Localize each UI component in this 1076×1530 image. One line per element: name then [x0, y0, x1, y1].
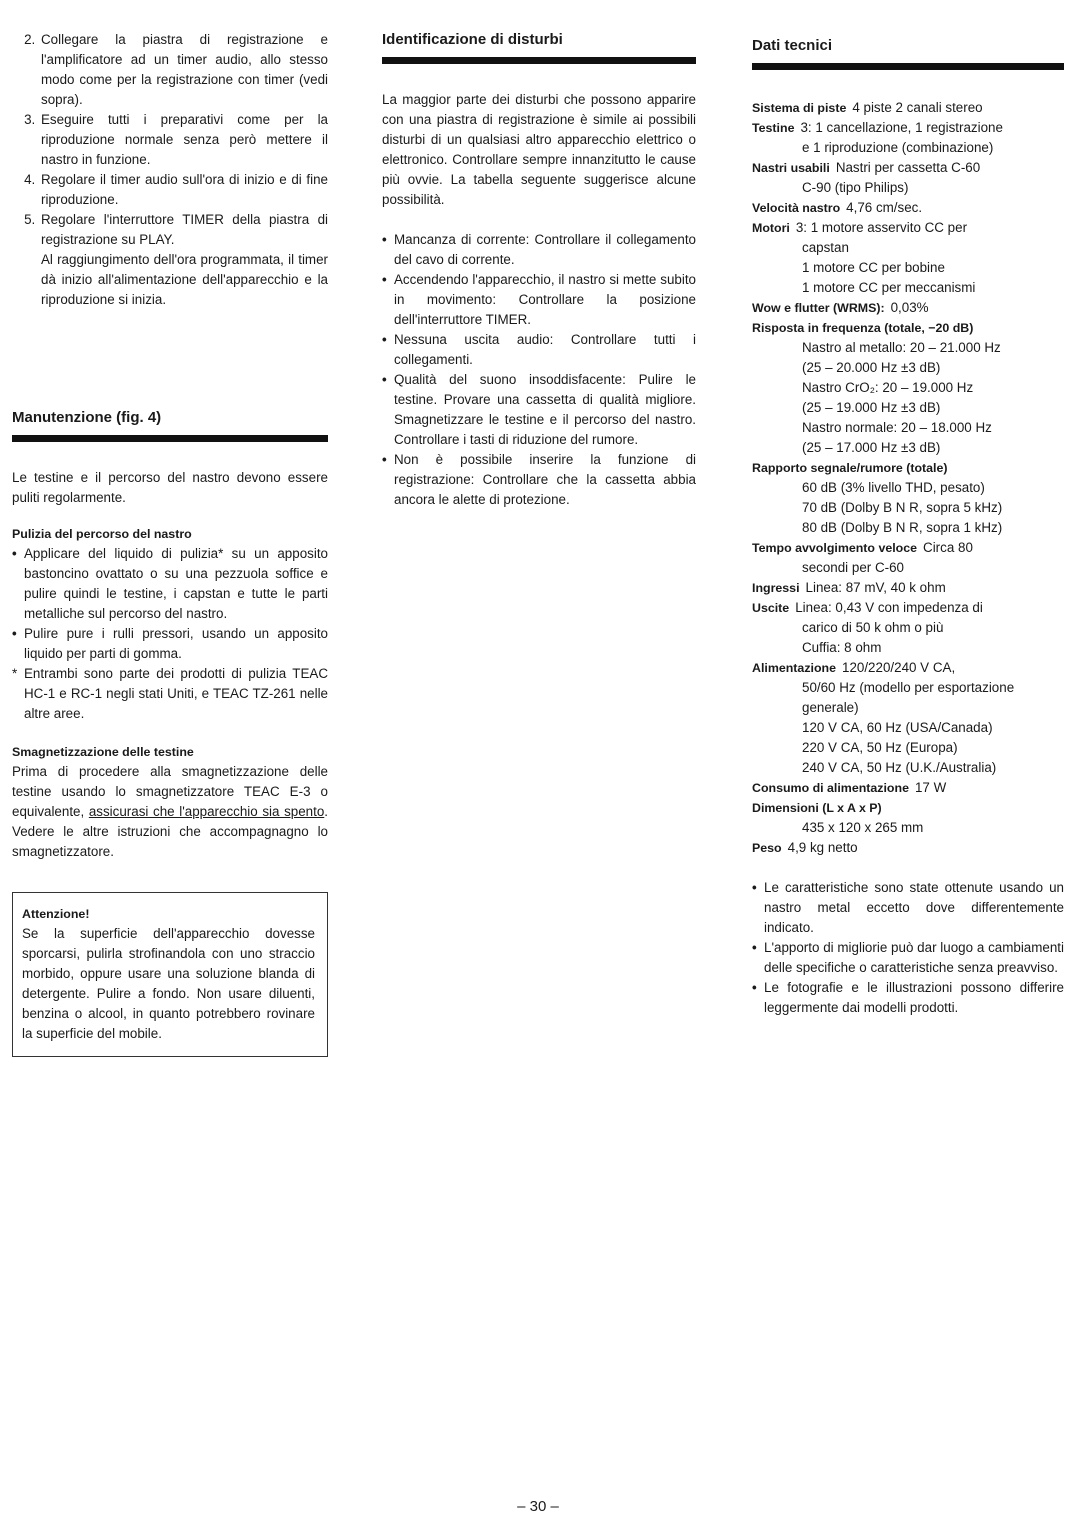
- timer-playback-steps: [12, 30, 328, 310]
- column-middle: [382, 30, 696, 510]
- spec-line: (25 – 19.000 Hz ±3 dB): [802, 400, 941, 415]
- cleaning-heading: Pulizia del percorso del nastro: [12, 527, 192, 541]
- spec-row: [752, 198, 1064, 218]
- spec-value: 120/220/240 V CA,: [842, 660, 956, 675]
- spec-line: 1 motore CC per meccanismi: [802, 280, 976, 295]
- spec-line: secondi per C-60: [802, 560, 904, 575]
- spec-key: Dimensioni (L x A x P): [752, 801, 882, 815]
- spec-key: Testine: [752, 121, 795, 135]
- spec-line: 60 dB (3% livello THD, pesato): [802, 480, 985, 495]
- step-5-extra: Al raggiungimento dell'ora programmata, il timer dà inizio all'alimentazione dell'apparecchio e la riproduzione si inizia.: [41, 252, 328, 307]
- specs-notes: [752, 878, 1064, 1018]
- cleaning-list: [12, 544, 328, 664]
- spec-line: Nastro CrO₂: 20 – 19.000 Hz: [802, 380, 974, 395]
- spec-line: 435 x 120 x 265 mm: [802, 820, 924, 835]
- spec-value: Linea: 0,43 V con impedenza di: [795, 600, 983, 615]
- spec-row: [752, 538, 1064, 558]
- spec-line: Cuffia: 8 ohm: [802, 640, 882, 655]
- list-item: • Le fotografie e le illustrazioni possono differire leggermente dai modelli prodotti.: [752, 980, 1064, 1015]
- spec-value: Circa 80: [923, 540, 973, 555]
- spec-line: Nastro normale: 20 – 18.000 Hz: [802, 420, 992, 435]
- section-rule: [12, 435, 328, 442]
- spec-key: Nastri usabili: [752, 161, 830, 175]
- spec-key: Sistema di piste: [752, 101, 847, 115]
- spec-row: [752, 778, 1064, 798]
- spec-key: Uscite: [752, 601, 790, 615]
- spec-key: Peso: [752, 841, 782, 855]
- spec-value: 4 piste 2 canali stereo: [852, 100, 983, 115]
- spec-line: capstan: [802, 240, 849, 255]
- spec-value: 3: 1 motore asservito CC per: [795, 220, 968, 235]
- spec-line: 220 V CA, 50 Hz (Europa): [802, 740, 958, 755]
- column-left: [12, 30, 328, 1057]
- list-item: • Le caratteristiche sono state ottenute usando un nastro metal eccetto dove differentemente indicato.: [752, 880, 1064, 935]
- spec-row: [752, 578, 1064, 598]
- step-4: 4. Regolare il timer audio sull'ora di inizio e di fine riproduzione.: [39, 170, 328, 210]
- list-item: • Nessuna uscita audio: Controllare tutti i collegamenti.: [382, 332, 696, 367]
- page-number: – 30 –: [517, 1498, 559, 1515]
- spec-row: [752, 298, 1064, 318]
- spec-row: [752, 658, 1064, 678]
- step-5: 5. Regolare l'interruttore TIMER della piastra di registrazione su PLAY. Al raggiungimento dell'ora programmata, il timer dà inizio all'alimentazione dell'apparecchio e la riproduzione si inizia.: [39, 210, 328, 310]
- spec-line: e 1 riproduzione (combinazione): [802, 140, 994, 155]
- warning-text: Se la superficie dell'apparecchio dovesse sporcarsi, pulirla strofinandola con uno straccio morbido, oppure usare una soluzione blanda di detergente. Pulire a fondo. Non usare diluenti, benzina o alcool, in quanto potrebbero rovinare la superficie del mobile.: [22, 926, 315, 1041]
- specs-title: Dati tecnici: [752, 37, 833, 54]
- step-2: 2. Collegare la piastra di registrazione e l'amplificatore ad un timer audio, allo stesso modo come per la registrazione con timer (vedi sopra).: [39, 30, 328, 110]
- list-item: • Mancanza di corrente: Controllare il collegamento del cavo di corrente.: [382, 232, 696, 267]
- spec-key: Risposta in frequenza (totale, −20 dB): [752, 321, 974, 335]
- spec-row: [752, 158, 1064, 178]
- warning-title: Attenzione!: [22, 907, 90, 921]
- spec-line: 80 dB (Dolby B N R, sopra 1 kHz): [802, 520, 1003, 535]
- troubleshooting-intro: La maggior parte dei disturbi che possono apparire con una piastra di registrazione è simile ai possibili disturbi di un qualsiasi altro apparecchio elettrico o elettronico. Controllare sempre innanzitutto le cause più ovvie. La tabella seguente suggerisce alcune possibilità.: [382, 92, 696, 207]
- spec-line: (25 – 17.000 Hz ±3 dB): [802, 440, 941, 455]
- spec-line: 1 motore CC per bobine: [802, 260, 945, 275]
- step-3: 3. Eseguire tutti i preparativi come per la riproduzione normale senza però mettere il nastro in funzione.: [39, 110, 328, 170]
- spec-value: 3: 1 cancellazione, 1 registrazione: [800, 120, 1003, 135]
- spec-key: Alimentazione: [752, 661, 836, 675]
- spec-row: [752, 598, 1064, 618]
- spec-key: Velocità nastro: [752, 201, 841, 215]
- spec-key: Wow e flutter (WRMS):: [752, 301, 885, 315]
- list-item: • Non è possibile inserire la funzione di registrazione: Controllare che la cassetta abbia ancora le alette di protezione.: [382, 452, 696, 507]
- spec-key: Ingressi: [752, 581, 800, 595]
- spec-row: [752, 118, 1064, 138]
- spec-row: [752, 318, 1064, 338]
- spec-row: [752, 218, 1064, 238]
- spec-row: [752, 458, 1064, 478]
- spec-line: (25 – 20.000 Hz ±3 dB): [802, 360, 941, 375]
- demag-warning-underlined: assicurasi che l'apparecchio sia spento: [88, 804, 325, 819]
- spec-key: Motori: [752, 221, 790, 235]
- spec-value: 4,76 cm/sec.: [846, 200, 923, 215]
- spec-key: Consumo di alimentazione: [752, 781, 909, 795]
- spec-key: Tempo avvolgimento veloce: [752, 541, 918, 555]
- spec-line: carico di 50 k ohm o più: [802, 620, 944, 635]
- list-item: • Accendendo l'apparecchio, il nastro si mette subito in movimento: Controllare la posizione dell'interruttore TIMER.: [382, 272, 696, 327]
- spec-line: Nastro al metallo: 20 – 21.000 Hz: [802, 340, 1001, 355]
- list-item: • Applicare del liquido di pulizia* su un apposito bastoncino ovattato o su una pezzuola soffice e pulire quindi le testine, i capstan e tutte le parti metalliche sul percorso del nastro.: [12, 546, 328, 621]
- spec-value: Nastri per cassetta C-60: [835, 160, 981, 175]
- spec-line: 120 V CA, 60 Hz (USA/Canada): [802, 720, 993, 735]
- list-item: • L'apporto di migliorie può dar luogo a cambiamenti delle specifiche o caratteristiche senza preavviso.: [752, 940, 1064, 975]
- demag-text: Prima di procedere alla smagnetizzazione delle testine usando lo smagnetizzatore TEAC E-3 o equivalente, assicurasi che l'apparecchio sia spento. Vedere le altre istruzioni che accompagnagno lo smagnetizzatore.: [12, 764, 329, 859]
- section-rule: [752, 63, 1064, 70]
- troubleshooting-title: Identificazione di disturbi: [382, 31, 563, 48]
- spec-line: 50/60 Hz (modello per esportazione: [802, 680, 1015, 695]
- list-item: • Pulire pure i rulli pressori, usando un apposito liquido per parti di gomma.: [12, 626, 328, 661]
- troubleshooting-list: [382, 230, 696, 510]
- section-rule: [382, 57, 696, 64]
- spec-value: Linea: 87 mV, 40 k ohm: [805, 580, 946, 595]
- specs-list: [752, 98, 1064, 858]
- spec-line: 240 V CA, 50 Hz (U.K./Australia): [802, 760, 997, 775]
- spec-row: [752, 798, 1064, 818]
- warning-box: [12, 892, 328, 1057]
- list-item: • Qualità del suono insoddisfacente: Pulire le testine. Provare una cassetta di qualità migliore. Smagnetizzare le testine e il percorso del nastro. Controllare i tasti di riduzione del rumore.: [382, 372, 696, 447]
- spec-line: C-90 (tipo Philips): [802, 180, 909, 195]
- spec-value: 4,9 kg netto: [787, 840, 858, 855]
- spec-key: Rapporto segnale/rumore (totale): [752, 461, 948, 475]
- spec-row: [752, 838, 1064, 858]
- demag-heading: Smagnetizzazione delle testine: [12, 745, 194, 759]
- footnote: * Entrambi sono parte dei prodotti di pulizia TEAC HC-1 e RC-1 negli stati Uniti, e TEAC TZ-261 nelle altre aree.: [12, 666, 328, 721]
- column-right: [752, 30, 1064, 1018]
- maintenance-intro: Le testine e il percorso del nastro devono essere puliti regolarmente.: [12, 470, 328, 505]
- spec-value: 17 W: [914, 780, 947, 795]
- spec-row: [752, 98, 1064, 118]
- spec-line: 70 dB (Dolby B N R, sopra 5 kHz): [802, 500, 1003, 515]
- spec-value: 0,03%: [890, 300, 929, 315]
- maintenance-title: Manutenzione (fig. 4): [12, 409, 162, 426]
- spec-line: generale): [802, 700, 859, 715]
